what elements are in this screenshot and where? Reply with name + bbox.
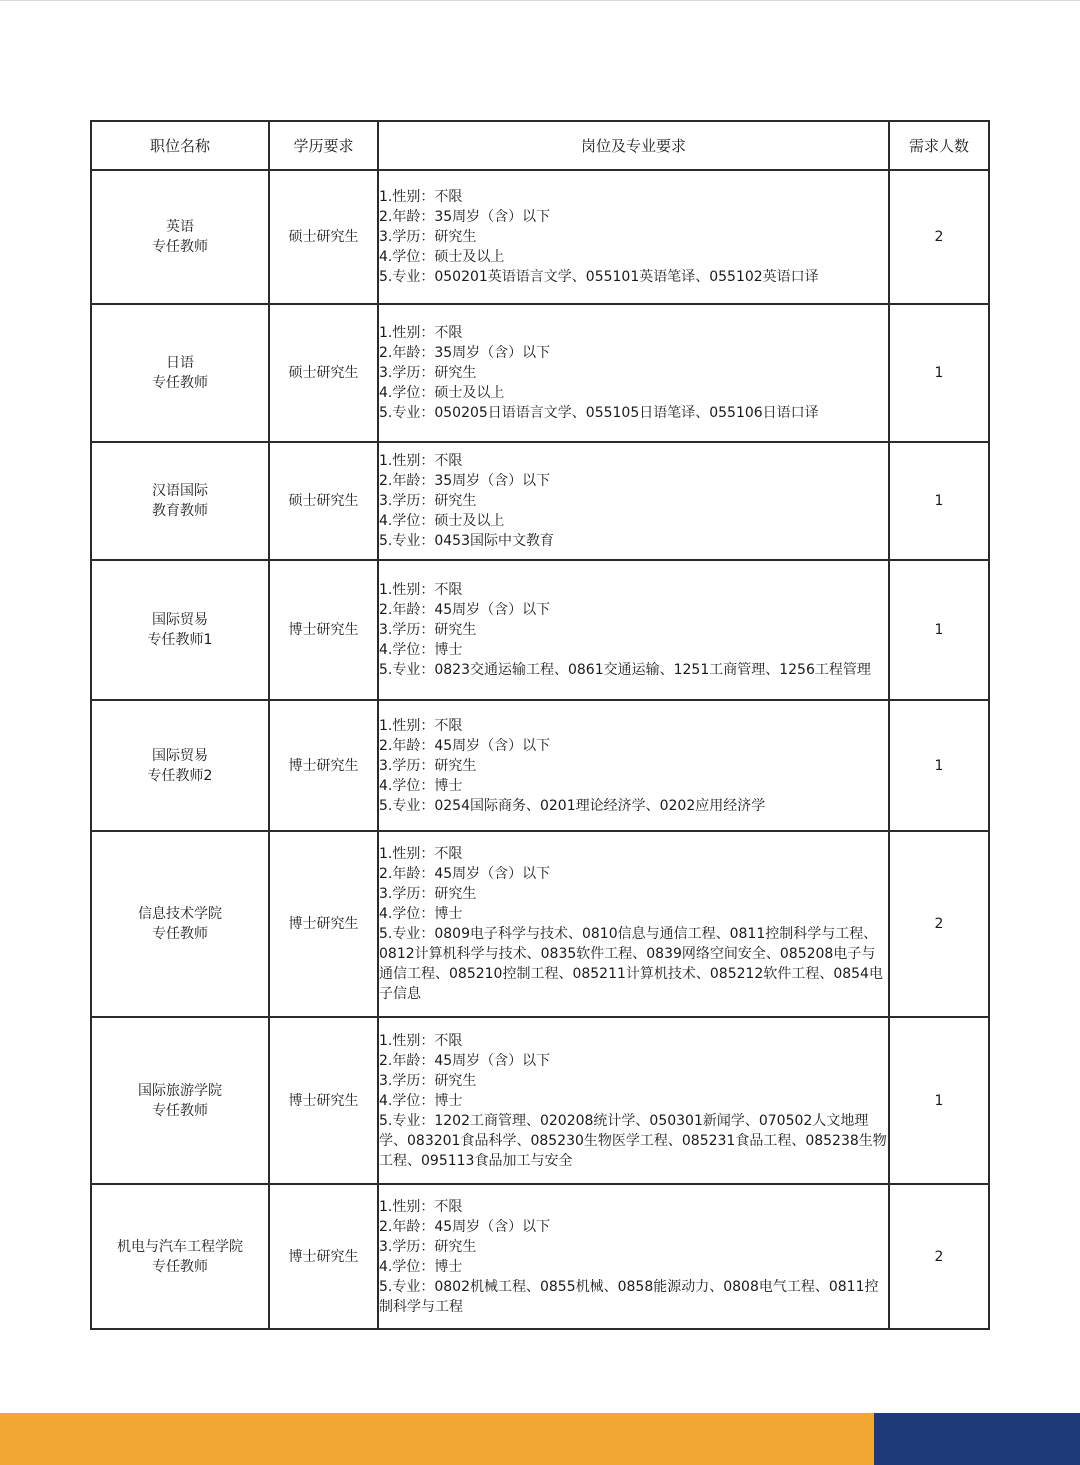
table-row [91, 304, 989, 442]
requirement-major: 5.专业：1202工商管理、020208统计学、050301新闻学、070502人文地理学、083201食品科学、085230生物医学工程、085231食品工程、085238生物工程、095113食品加工与安全 [379, 1112, 887, 1169]
count-cell: 1 [889, 560, 989, 700]
requirement-degree: 4.学位：博士 [379, 1258, 463, 1275]
requirements-cell [378, 1184, 889, 1329]
requirement-major: 5.专业：050205日语语言文学、055105日语笔译、055106日语口译 [379, 405, 819, 421]
position-title: 专任教师1 [147, 632, 213, 648]
requirement-degree: 4.学位：博士 [379, 777, 463, 794]
position-name: 英语 [166, 219, 194, 235]
position-title: 专任教师 [152, 1258, 208, 1275]
top-divider [0, 0, 1080, 1]
position-name: 汉语国际 [152, 483, 208, 499]
footer-color-band [0, 1413, 1080, 1465]
position-title: 专任教师 [152, 375, 208, 391]
requirement-degree: 4.学位：博士 [379, 1092, 463, 1109]
requirement-degree: 4.学位：硕士及以上 [379, 513, 505, 529]
requirement-major: 5.专业：0823交通运输工程、0861交通运输、1251工商管理、1256工程管理 [379, 662, 871, 678]
count-cell: 2 [889, 1184, 989, 1329]
requirement-gender: 1.性别：不限 [379, 189, 463, 205]
requirement-education: 3.学历：研究生 [379, 886, 477, 902]
requirement-gender: 1.性别：不限 [379, 325, 463, 341]
education-cell: 博士研究生 [269, 1184, 378, 1329]
requirement-age: 2.年龄：45周岁（含）以下 [379, 1218, 551, 1235]
position-name: 日语 [166, 355, 194, 371]
requirement-gender: 1.性别：不限 [379, 846, 463, 862]
count-cell: 1 [889, 700, 989, 831]
requirement-age: 2.年龄：45周岁（含）以下 [379, 866, 551, 882]
education-cell: 博士研究生 [269, 700, 378, 831]
position-name: 国际贸易 [152, 747, 208, 764]
table-header-row [91, 121, 989, 170]
position-cell [91, 170, 269, 304]
requirement-education: 3.学历：研究生 [379, 757, 477, 774]
footer-navy-block [874, 1413, 1080, 1465]
education-cell: 硕士研究生 [269, 442, 378, 560]
requirements-cell [378, 1017, 889, 1184]
education-cell: 硕士研究生 [269, 304, 378, 442]
table-row [91, 442, 989, 560]
requirement-gender: 1.性别：不限 [379, 1198, 463, 1215]
position-cell [91, 700, 269, 831]
requirement-degree: 4.学位：博士 [379, 906, 463, 922]
requirement-degree: 4.学位：硕士及以上 [379, 249, 505, 265]
requirement-education: 3.学历：研究生 [379, 622, 477, 638]
header-position: 职位名称 [91, 121, 269, 170]
requirement-education: 3.学历：研究生 [379, 229, 477, 245]
table-row [91, 831, 989, 1017]
requirements-cell [378, 560, 889, 700]
requirement-gender: 1.性别：不限 [379, 582, 463, 598]
header-requirements: 岗位及专业要求 [378, 121, 889, 170]
requirement-degree: 4.学位：硕士及以上 [379, 385, 505, 401]
table-row [91, 1017, 989, 1184]
requirements-cell [378, 831, 889, 1017]
requirement-degree: 4.学位：博士 [379, 642, 463, 658]
position-title: 专任教师 [152, 926, 208, 942]
position-cell [91, 1184, 269, 1329]
count-cell: 1 [889, 442, 989, 560]
requirement-gender: 1.性别：不限 [379, 717, 463, 734]
education-cell: 博士研究生 [269, 831, 378, 1017]
education-cell: 博士研究生 [269, 1017, 378, 1184]
requirement-age: 2.年龄：45周岁（含）以下 [379, 1052, 551, 1069]
position-title: 专任教师2 [147, 767, 213, 784]
position-name: 国际贸易 [152, 612, 208, 628]
position-name: 信息技术学院 [138, 906, 222, 922]
requirements-cell [378, 170, 889, 304]
table-row [91, 560, 989, 700]
requirements-cell [378, 304, 889, 442]
requirement-education: 3.学历：研究生 [379, 1238, 477, 1255]
position-title: 专任教师 [152, 1102, 208, 1119]
requirement-age: 2.年龄：35周岁（含）以下 [379, 473, 551, 489]
table-row [91, 170, 989, 304]
position-name: 机电与汽车工程学院 [117, 1238, 243, 1255]
position-cell [91, 1017, 269, 1184]
requirement-age: 2.年龄：35周岁（含）以下 [379, 209, 551, 225]
job-requirements-table [90, 120, 990, 1330]
table-row [91, 1184, 989, 1329]
requirements-cell [378, 442, 889, 560]
count-cell: 1 [889, 304, 989, 442]
requirement-major: 5.专业：0802机械工程、0855机械、0858能源动力、0808电气工程、0811控制科学与工程 [379, 1278, 879, 1315]
count-cell: 2 [889, 831, 989, 1017]
education-cell: 博士研究生 [269, 560, 378, 700]
header-education: 学历要求 [269, 121, 378, 170]
position-cell [91, 442, 269, 560]
requirement-education: 3.学历：研究生 [379, 365, 477, 381]
requirements-cell [378, 700, 889, 831]
header-count: 需求人数 [889, 121, 989, 170]
education-cell: 硕士研究生 [269, 170, 378, 304]
requirement-gender: 1.性别：不限 [379, 453, 463, 469]
footer-orange-block [0, 1413, 874, 1465]
requirement-education: 3.学历：研究生 [379, 493, 477, 509]
position-cell [91, 831, 269, 1017]
count-cell: 2 [889, 170, 989, 304]
count-cell: 1 [889, 1017, 989, 1184]
requirement-education: 3.学历：研究生 [379, 1072, 477, 1089]
position-cell [91, 304, 269, 442]
requirement-major: 5.专业：0453国际中文教育 [379, 533, 554, 549]
requirement-major: 5.专业：0809电子科学与技术、0810信息与通信工程、0811控制科学与工程、0812计算机科学与技术、0835软件工程、0839网络空间安全、085208电子与通信工程、085210控制工程、085211计算机技术、085212软件工程、0854电子信息 [379, 926, 883, 1002]
position-name: 国际旅游学院 [138, 1082, 222, 1099]
requirement-age: 2.年龄：45周岁（含）以下 [379, 737, 551, 754]
requirement-major: 5.专业：050201英语语言文学、055101英语笔译、055102英语口译 [379, 269, 819, 285]
requirement-gender: 1.性别：不限 [379, 1032, 463, 1049]
position-title: 教育教师 [152, 503, 208, 519]
table-row [91, 700, 989, 831]
requirement-major: 5.专业：0254国际商务、0201理论经济学、0202应用经济学 [379, 797, 766, 814]
position-title: 专任教师 [152, 239, 208, 255]
requirement-age: 2.年龄：45周岁（含）以下 [379, 602, 551, 618]
requirement-age: 2.年龄：35周岁（含）以下 [379, 345, 551, 361]
position-cell [91, 560, 269, 700]
